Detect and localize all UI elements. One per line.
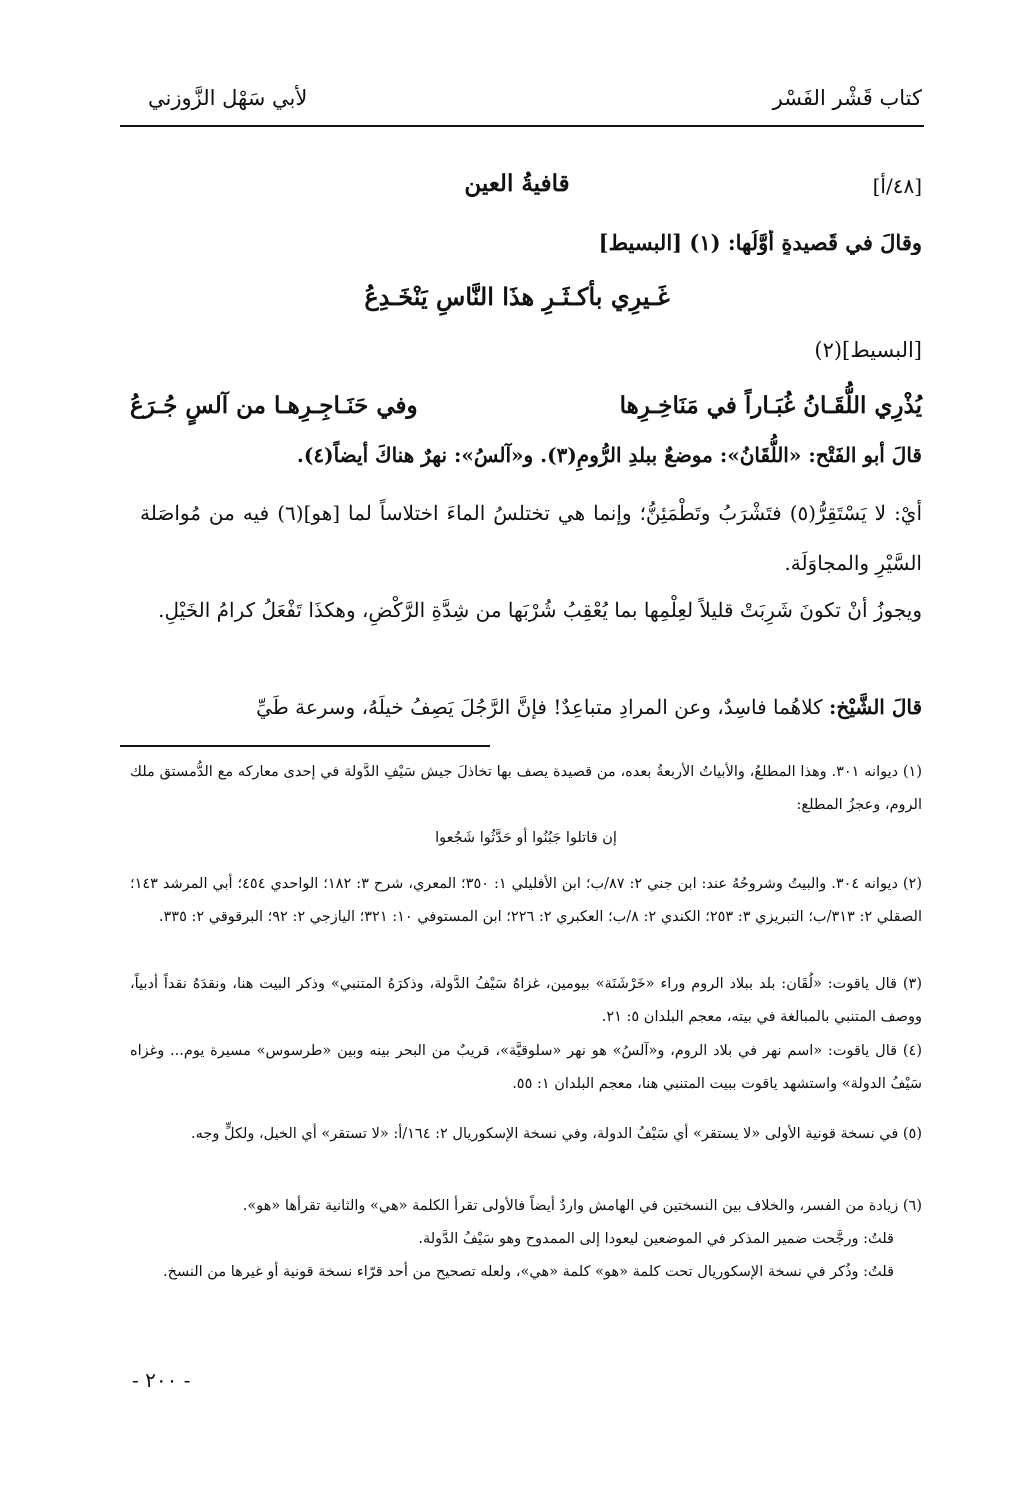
sheikh-text: كلاهُما فاسِدٌ، وعن المرادِ متباعِدٌ! فإنَّ الرَّجُلَ يَصِفُ خيلَهُ، وسرعة طَيِّ (256, 695, 823, 719)
footnote-2: (٢) ديوانه ٣٠٤. والبيتُ وشروحُهُ عند: ابن جني ٢: ٨٧/ب؛ ابن الأفليلي ١: ٣٥٠؛ المعري، شرح ٣: ١٨٢؛ الواحدي ٤٥٤؛ أبي المرشد ١٤٣؛ الصقلي ٢: ٣١٣/ب؛ التبريزي ٣: ٢٥٣؛ الكندي ٢: ٨/ب؛ العكبري ٢: ٢٢٦؛ ابن المستوفي ١٠: ٣٢١؛ اليازجي ٢: ٩٢؛ البرقوقي ٢: ٣٣٥. (130, 876, 923, 925)
header-rule (120, 125, 924, 127)
footnote-rule (120, 745, 490, 747)
commentary-paragraph-4 (140, 682, 922, 732)
running-header-author: لأبي سَهْل الزَّوزني (148, 86, 308, 110)
intro-line: وقالَ في قَصيدةٍ أوَّلُها: (١) [البسيط] (598, 230, 922, 255)
verse-second-hemistich: وفي حَنَـاجِـرِهـا من آلسٍ جُـرَعُ (130, 392, 418, 419)
footnote-1-text: (١) ديوانه ٣٠١. وهذا المطلعُ، والأبياتُ الأربعةُ بعده، من قصيدة يصف بها تخاذلَ جيش سَيْفِ الدَّولة في إحدى معاركه مع الدُّمستق ملك الروم، وعجزُ المطلع: (130, 764, 923, 813)
footnote-6-note-2: قلتُ: وذُكر في نسخة الإسكوريال تحت كلمة «هو» كلمة «هي»، ولعله تصحيح من أحد قرّاء نسخة قونية أو غيرها من النسخ. (162, 1264, 894, 1280)
running-header-title: كتاب قَشْر الفَسْر (772, 86, 922, 110)
commentary-paragraph-1: قالَ أبو الفَتْح: «اللُّقَانُ»: موضعٌ ببلدِ الرُّومِ(٣). و«آلسُ»: نهرٌ هناكَ أيضاً(٤). (296, 443, 922, 467)
meter-label: [البسيط](٢) (814, 338, 922, 362)
verse-first-hemistich: يُذْرِي اللُّقَـانُ غُبَـاراً في مَنَاخِـرِها (619, 392, 922, 419)
manuscript-folio-ref: [٤٨/أ] (872, 174, 922, 198)
poem-verse (130, 392, 922, 419)
commentary-paragraph-2: أيْ: لا يَسْتَقِرُّ(٥) فتَشْرَبُ وتَطْمَئِنُّ؛ وإنما هي تختلسُ الماءَ اختلاساً لما [هو](٦) فيه من مُواصَلة السَّيْرِ والمجاوَلَة. (140, 501, 923, 575)
footnote-6-text: (٦) زيادة من الفسر، والخلاف بين النسختين في الهامش واردٌ أيضاً فالأولى تقرأ الكلمة «هي» والثانية تقرأها «هو». (242, 1198, 922, 1214)
footnote-3: (٣) قال ياقوت: «لُقَان: بلد ببلاد الروم وراء «خَرْشَنَة» بيومين، غزاهُ سَيْفُ الدَّولة، وذكرَهُ المتنبي» وذكر البيت هنا، ونقدَهُ نقداً أدبياً، ووصف المتنبي بالمبالغة في بيته، معجم البلدان ٥: ٢١. (130, 976, 922, 1025)
footnote-6-note-1: قلتُ: ورجَّحت ضمير المذكر في الموضعين ليعودا إلى الممدوح وهو سَيْفُ الدَّولة. (418, 1231, 894, 1247)
opening-hemistich: غَـيرِي بأكـثَـرِ هذَا النَّاسِ يَنْخَـدِعُ (364, 282, 670, 311)
commentary-paragraph-3: ويجوزُ أنْ تكونَ شَرِبَتْ قليلاً لعِلْمِها بما يُعْقِبُ شُرْبَها من شِدَّةِ الرَّكْضِ، وهكذَا تَفْعَلُ كرامُ الخَيْلِ. (158, 598, 922, 622)
page-number: - ٢٠٠ - (132, 1368, 191, 1392)
footnote-4: (٤) قال ياقوت: «اسم نهر في بلاد الروم، و«آلسُ» هو نهر «سلوقيَّة»، قريبٌ من البحر بينه وبين «طرسوس» مسيرة يوم... وغزاه سَيْفُ الدولة» واستشهد ياقوت ببيت المتنبي هنا، معجم البلدان ١: ٥٥. (130, 1043, 922, 1092)
footnote-1 (130, 756, 922, 855)
section-title: قافيةُ العين (464, 170, 570, 197)
sheikh-label: قالَ الشَّيْخ: (829, 695, 922, 719)
footnote-5: (٥) في نسخة قونية الأولى «لا يستقر» أي سَيْفُ الدولة، وفي نسخة الإسكوريال ٢: ١٦٤/أ: «لا تستقر» أي الخيل، ولكلٍّ وجه. (191, 1126, 922, 1142)
footnote-6 (130, 1190, 922, 1289)
footnote-1-verse: إن قاتلوا جَبُنُوا أو حَدَّثُوا شَجُعوا (435, 830, 617, 846)
